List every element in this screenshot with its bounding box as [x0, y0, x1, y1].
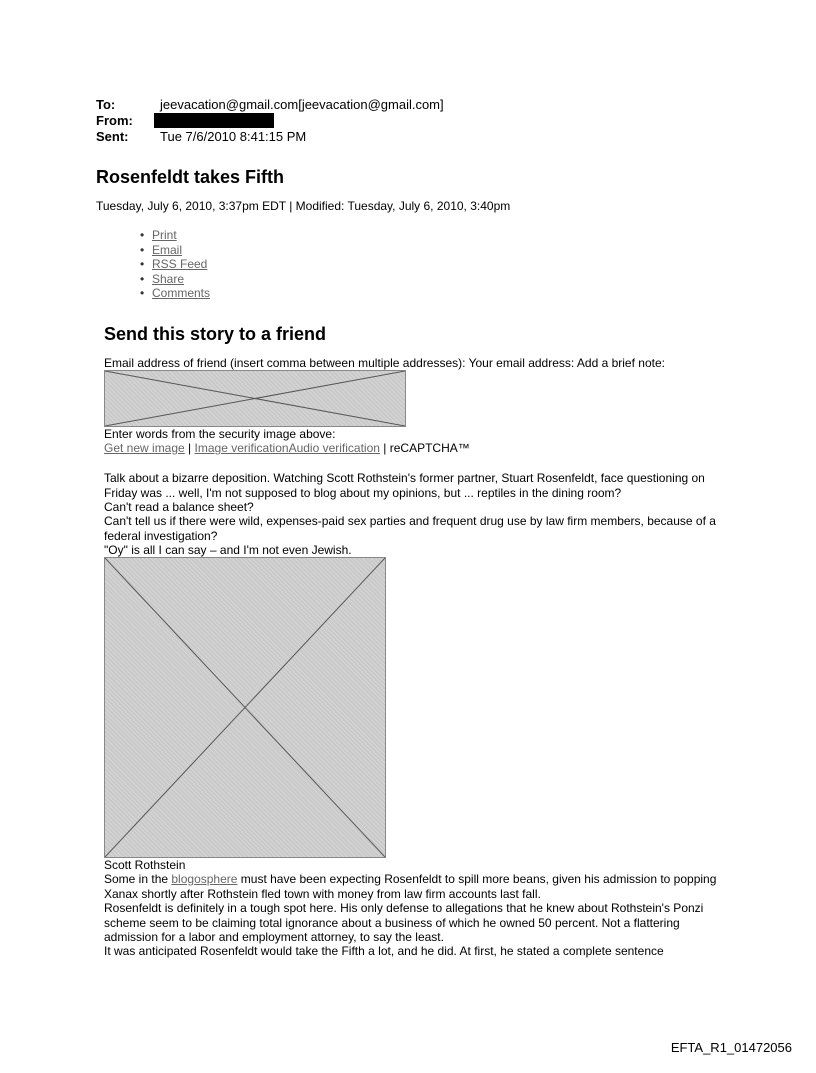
- story-paragraph-7: It was anticipated Rosenfeldt would take the Fifth a lot, and he did. At first, he stated a complete sentence: [104, 944, 664, 958]
- p5-post: must have been expecting Rosenfeldt to spill more beans, given his admission to popping Xanax shortly after Rothstein fled town with money from law firm accounts last fall.: [104, 872, 717, 901]
- article-dateline: Tuesday, July 6, 2010, 3:37pm EDT | Modified: Tuesday, July 6, 2010, 3:40pm: [96, 199, 511, 213]
- get-new-image-link[interactable]: Get new image: [104, 441, 185, 455]
- link-item-share: [140, 272, 210, 287]
- redaction-box: [154, 113, 274, 128]
- story-paragraph-2: Can't read a balance sheet?: [104, 500, 254, 514]
- recaptcha-label: reCAPTCHA™: [389, 441, 470, 455]
- rss-feed-link[interactable]: RSS Feed: [152, 257, 208, 272]
- sent-label: Sent:: [96, 129, 129, 144]
- photo-placeholder-cross: [105, 558, 385, 857]
- story-paragraph-3: Can't tell us if there were wild, expenses-paid sex parties and frequent drug use by law firm members, because of a federal investigation?: [104, 514, 716, 543]
- print-link[interactable]: Print: [152, 228, 177, 242]
- article-title: Rosenfeldt takes Fifth: [96, 167, 285, 187]
- link-item-print: [140, 228, 210, 243]
- document-id: EFTA_R1_01472056: [670, 1040, 792, 1055]
- share-link[interactable]: Share: [152, 271, 185, 286]
- captcha-image: [104, 370, 406, 427]
- link-item-comments: [140, 286, 210, 301]
- image-verification-link[interactable]: Image verification: [194, 441, 289, 455]
- send-form-fields-label: Email address of friend (insert comma between multiple addresses): Your email address: Add a brief note:: [104, 356, 665, 370]
- link-item-email: [140, 243, 210, 258]
- p5-pre: Some in the: [104, 872, 172, 886]
- comments-link[interactable]: Comments: [152, 286, 211, 301]
- send-form-heading: Send this story to a friend: [104, 324, 327, 344]
- story-paragraph-6: Rosenfeldt is definitely in a tough spot here. His only defense to allegations that he knew about Rothstein's Ponzi scheme seem to be claiming total ignorance about a business of which he owned 50 percent. Not a flattering admission for a labor and employment attorney, to say the least.: [104, 901, 704, 944]
- photo-caption: Scott Rothstein: [104, 858, 186, 872]
- blogosphere-link[interactable]: blogosphere: [171, 872, 238, 886]
- from-label: From:: [96, 113, 133, 128]
- sent-value: Tue 7/6/2010 8:41:15 PM: [160, 129, 307, 144]
- story-photo: [104, 557, 386, 858]
- to-label: To:: [96, 97, 116, 112]
- story-paragraph-4: "Oy" is all I can say – and I'm not even Jewish.: [104, 543, 352, 557]
- separator-2: |: [379, 441, 390, 455]
- to-value: jeevacation@gmail.com[jeevacation@gmail.com]: [160, 97, 444, 112]
- captcha-links-row: [104, 441, 724, 456]
- link-item-rss: [140, 257, 210, 272]
- audio-verification-link[interactable]: Audio verification: [288, 441, 380, 455]
- story-paragraph-1: Talk about a bizarre deposition. Watching Scott Rothstein's former partner, Stuart Rosenfeldt, face questioning on Friday was ... well, I'm not supposed to blog about my opinions, but ... reptiles in the dining room?: [104, 471, 705, 500]
- story-paragraph-5: [104, 872, 724, 901]
- article-links: [140, 228, 210, 301]
- captcha-prompt: Enter words from the security image above:: [104, 427, 336, 441]
- separator-1: |: [184, 441, 195, 455]
- email-link[interactable]: Email: [152, 242, 183, 257]
- captcha-placeholder-cross: [105, 371, 405, 426]
